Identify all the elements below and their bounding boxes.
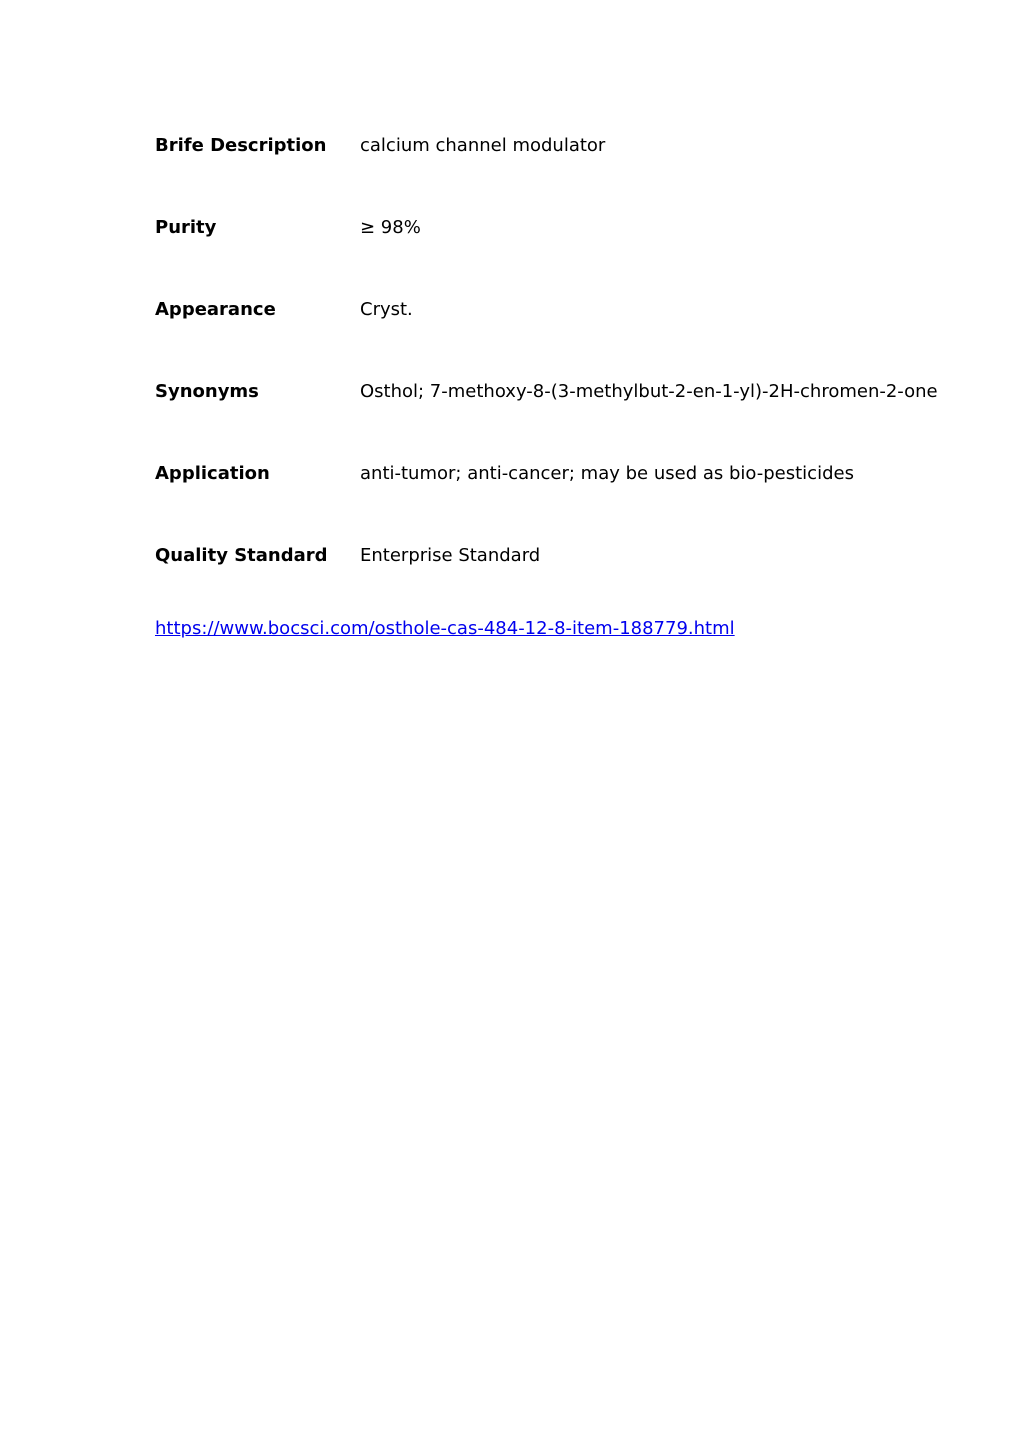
spec-table: [155, 130, 955, 622]
spec-row-description: [155, 130, 955, 212]
spec-row-synonyms: [155, 376, 955, 458]
spec-label: Synonyms: [155, 381, 259, 402]
spec-row-quality-standard: [155, 540, 955, 622]
spec-value: Enterprise Standard: [360, 545, 541, 566]
spec-value: Cryst.: [360, 299, 413, 320]
spec-label: Quality Standard: [155, 545, 328, 566]
spec-label: Brife Description: [155, 135, 327, 156]
spec-row-application: [155, 458, 955, 540]
spec-value: calcium channel modulator: [360, 135, 606, 156]
spec-value: Osthol; 7-methoxy-8-(3-methylbut-2-en-1-yl)-2H-chromen-2-one: [360, 381, 938, 402]
product-link[interactable]: https://www.bocsci.com/osthole-cas-484-12-8-item-188779.html: [155, 618, 735, 639]
spec-value: anti-tumor; anti-cancer; may be used as bio-pesticides: [360, 463, 854, 484]
spec-row-appearance: [155, 294, 955, 376]
spec-value: ≥ 98%: [360, 217, 421, 238]
spec-label: Appearance: [155, 299, 276, 320]
spec-row-purity: [155, 212, 955, 294]
spec-label: Application: [155, 463, 270, 484]
spec-label: Purity: [155, 217, 217, 238]
